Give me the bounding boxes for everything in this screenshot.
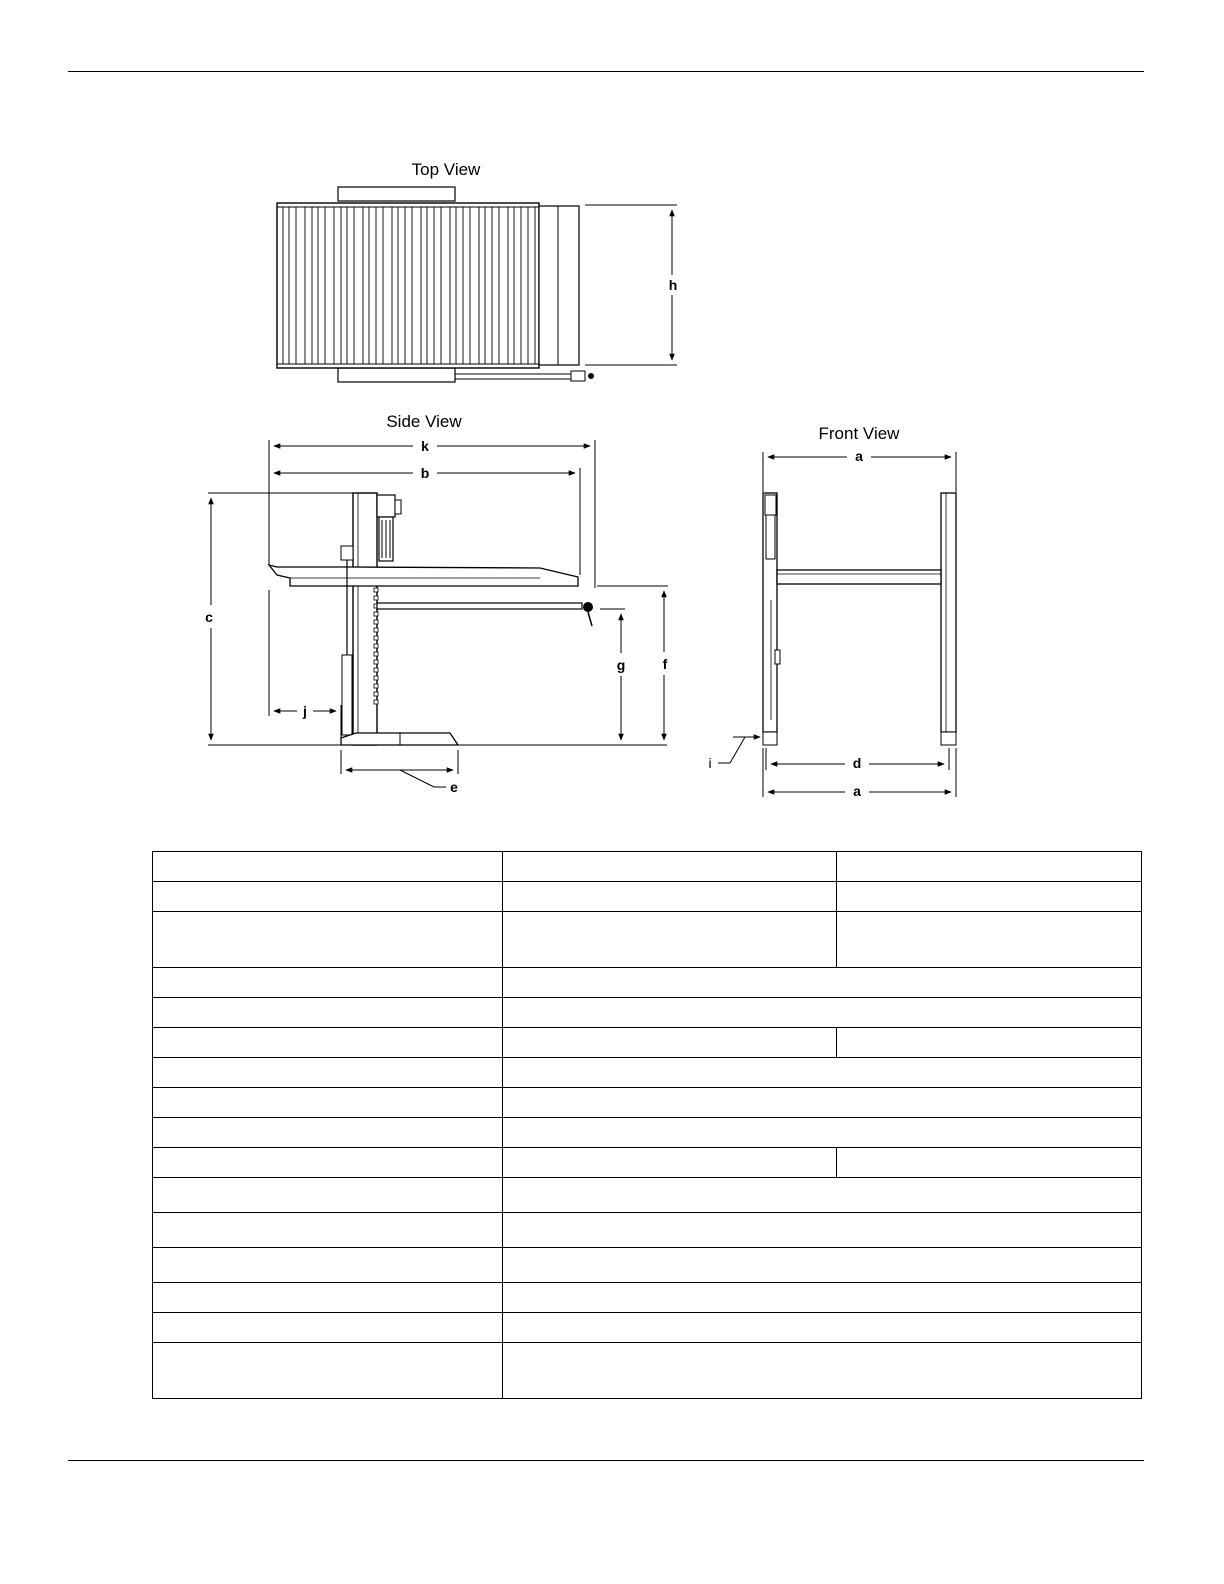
spec-label-cell xyxy=(153,1178,503,1213)
spec-value-cell xyxy=(503,1088,1142,1118)
dim-label-g: g xyxy=(616,657,626,673)
spec-label-cell xyxy=(153,1313,503,1343)
dim-label-f: f xyxy=(662,656,668,672)
table-row xyxy=(153,1313,1142,1343)
dim-label-i: i xyxy=(708,755,712,771)
table-row xyxy=(153,1343,1142,1399)
spec-value-cell xyxy=(503,1213,1142,1248)
table-row xyxy=(153,1248,1142,1283)
table-row xyxy=(153,1178,1142,1213)
spec-value-cell xyxy=(503,968,1142,998)
table-row xyxy=(153,882,1142,912)
spec-value-cell xyxy=(503,1178,1142,1213)
dim-label-h: h xyxy=(668,277,678,293)
table-row xyxy=(153,912,1142,968)
side-view xyxy=(205,412,668,795)
spec-value-cell xyxy=(837,852,1142,882)
table-row xyxy=(153,1283,1142,1313)
spec-value-cell xyxy=(503,1248,1142,1283)
footer-rule xyxy=(68,1460,1144,1461)
spec-value-cell xyxy=(503,1313,1142,1343)
spec-value-cell xyxy=(503,1118,1142,1148)
top-view-title: Top View xyxy=(411,160,481,179)
spec-value-cell xyxy=(503,882,837,912)
spec-value-cell xyxy=(837,1028,1142,1058)
spec-label-cell xyxy=(153,968,503,998)
dim-label-a-bottom: a xyxy=(853,783,861,799)
spec-label-cell xyxy=(153,1118,503,1148)
spec-value-cell xyxy=(503,1343,1142,1399)
spec-label-cell xyxy=(153,882,503,912)
spec-label-cell xyxy=(153,1058,503,1088)
table-row xyxy=(153,1028,1142,1058)
dim-label-b: b xyxy=(420,465,430,481)
spec-value-cell xyxy=(503,912,837,968)
front-view-title: Front View xyxy=(818,424,900,443)
spec-label-cell xyxy=(153,998,503,1028)
table-row xyxy=(153,998,1142,1028)
dim-label-j: j xyxy=(303,703,307,719)
spec-value-cell xyxy=(837,1148,1142,1178)
table-row xyxy=(153,1213,1142,1248)
table-row xyxy=(153,852,1142,882)
spec-value-cell xyxy=(503,1148,837,1178)
dim-label-d: d xyxy=(852,755,862,771)
top-view xyxy=(277,160,677,382)
spec-value-cell xyxy=(837,912,1142,968)
spec-label-cell xyxy=(153,1248,503,1283)
table-row xyxy=(153,1058,1142,1088)
dim-label-e: e xyxy=(450,779,458,795)
dim-label-k: k xyxy=(421,438,429,454)
dim-label-a-top: a xyxy=(855,448,863,464)
side-view-title: Side View xyxy=(386,412,462,431)
spec-label-cell xyxy=(153,1028,503,1058)
front-view xyxy=(708,424,956,799)
spec-value-cell xyxy=(503,1028,837,1058)
table-row xyxy=(153,1088,1142,1118)
spec-value-cell xyxy=(503,998,1142,1028)
table-row xyxy=(153,1148,1142,1178)
spec-value-cell xyxy=(503,852,837,882)
specification-table xyxy=(152,851,1142,1399)
dim-label-c: c xyxy=(205,609,213,625)
spec-label-cell xyxy=(153,1283,503,1313)
spec-label-cell xyxy=(153,1213,503,1248)
spec-value-cell xyxy=(503,1058,1142,1088)
spec-value-cell xyxy=(837,882,1142,912)
spec-value-cell xyxy=(503,1283,1142,1313)
spec-label-cell xyxy=(153,1343,503,1399)
spec-label-cell xyxy=(153,852,503,882)
spec-label-cell xyxy=(153,1148,503,1178)
table-row xyxy=(153,968,1142,998)
spec-label-cell xyxy=(153,1088,503,1118)
spec-label-cell xyxy=(153,912,503,968)
table-row xyxy=(153,1118,1142,1148)
